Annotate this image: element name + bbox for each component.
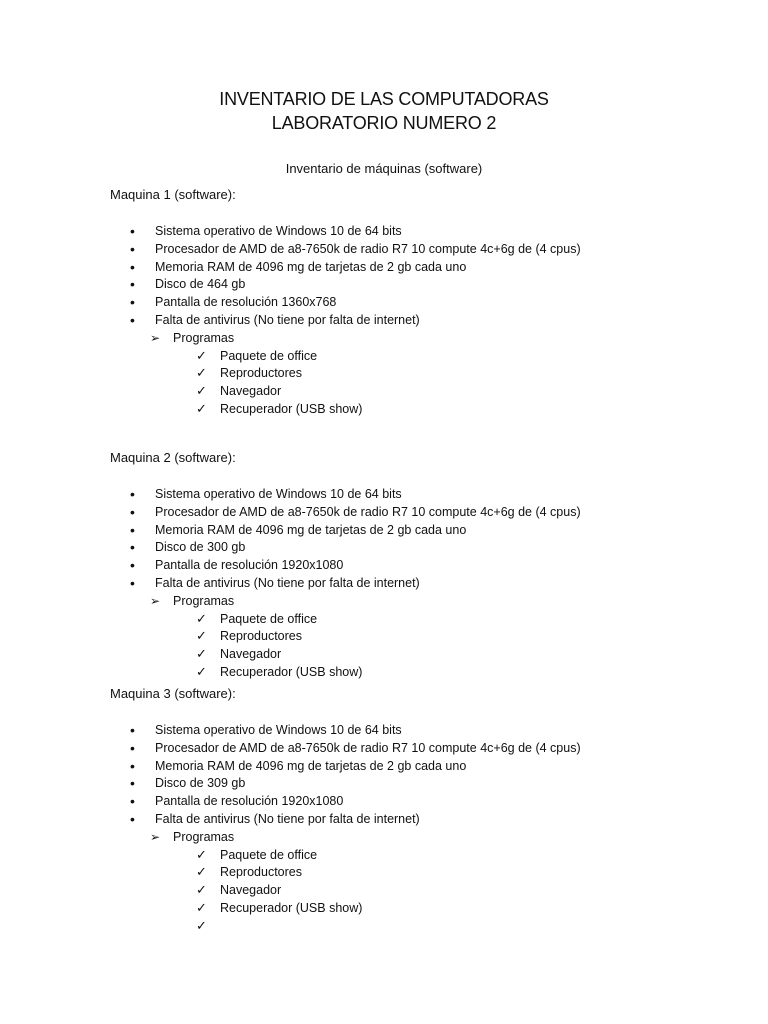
bullet-icon: • bbox=[130, 503, 135, 520]
machine-heading: Maquina 3 (software): bbox=[110, 686, 236, 701]
check-icon: ✓ bbox=[196, 383, 207, 399]
bullet-icon: • bbox=[130, 294, 135, 311]
check-icon: ✓ bbox=[196, 846, 207, 862]
spec-item: Pantalla de resolución 1920x1080 bbox=[155, 794, 344, 809]
bullet-icon: • bbox=[130, 793, 135, 810]
spec-item: Falta de antivirus (No tiene por falta de internet) bbox=[155, 812, 420, 826]
spec-item: Procesador de AMD de a8-7650k de radio R7 10 compute 4c+6g de (4 cpus) bbox=[155, 740, 581, 755]
document-title-line2: LABORATORIO NUMERO 2 bbox=[271, 113, 497, 133]
check-icon: ✓ bbox=[196, 646, 207, 662]
program-item: Navegador bbox=[220, 647, 282, 662]
program-item: Navegador bbox=[220, 883, 282, 898]
bullet-icon: • bbox=[130, 575, 135, 591]
program-item: Recuperador (USB show) bbox=[220, 665, 363, 679]
spec-item: Memoria RAM de 4096 mg de tarjetas de 2 gb cada uno bbox=[155, 259, 467, 274]
programs-label: Programas bbox=[173, 593, 235, 608]
bullet-icon: • bbox=[130, 722, 135, 738]
bullet-icon: • bbox=[130, 539, 135, 556]
programs-label: Programas bbox=[173, 330, 235, 345]
program-item: Reproductores bbox=[220, 865, 302, 880]
spec-item: Sistema operativo de Windows 10 de 64 bits bbox=[155, 224, 402, 238]
bullet-icon: • bbox=[130, 739, 135, 756]
document-title-line1: INVENTARIO DE LAS COMPUTADORAS bbox=[219, 89, 549, 109]
spec-item: Disco de 309 gb bbox=[155, 776, 246, 791]
bullet-icon: • bbox=[130, 521, 135, 538]
check-icon: ✓ bbox=[196, 900, 207, 915]
program-item: Navegador bbox=[220, 384, 282, 399]
bullet-icon: • bbox=[130, 557, 135, 574]
spec-item: Procesador de AMD de a8-7650k de radio R7 10 compute 4c+6g de (4 cpus) bbox=[155, 504, 581, 519]
spec-item: Disco de 464 gb bbox=[155, 277, 246, 292]
check-icon: ✓ bbox=[196, 401, 207, 416]
check-icon: ✓ bbox=[196, 864, 207, 880]
spec-item: Disco de 300 gb bbox=[155, 540, 246, 555]
spec-item: Falta de antivirus (No tiene por falta de internet) bbox=[155, 313, 420, 327]
programs-label: Programas bbox=[173, 829, 235, 844]
program-item: Recuperador (USB show) bbox=[220, 402, 363, 416]
bullet-icon: • bbox=[130, 240, 135, 257]
spec-item: Sistema operativo de Windows 10 de 64 bits bbox=[155, 723, 402, 737]
check-icon: ✓ bbox=[196, 882, 207, 898]
bullet-icon: • bbox=[130, 775, 135, 792]
program-item: Paquete de office bbox=[220, 847, 318, 862]
machine-heading: Maquina 2 (software): bbox=[110, 450, 236, 465]
program-item: Reproductores bbox=[220, 366, 302, 381]
bullet-icon: • bbox=[130, 276, 135, 293]
check-icon: ✓ bbox=[196, 628, 207, 644]
program-item: Paquete de office bbox=[220, 348, 318, 363]
bullet-icon: • bbox=[130, 486, 135, 502]
check-icon: ✓ bbox=[196, 365, 207, 381]
check-icon: ✓ bbox=[196, 347, 207, 363]
spec-item: Sistema operativo de Windows 10 de 64 bits bbox=[155, 487, 402, 501]
bullet-icon: • bbox=[130, 811, 135, 827]
spec-item: Procesador de AMD de a8-7650k de radio R7 10 compute 4c+6g de (4 cpus) bbox=[155, 241, 581, 256]
spec-item: Pantalla de resolución 1360x768 bbox=[155, 295, 337, 310]
bullet-icon: • bbox=[130, 223, 135, 239]
bullet-icon: • bbox=[130, 312, 135, 328]
spec-item: Memoria RAM de 4096 mg de tarjetas de 2 gb cada uno bbox=[155, 758, 467, 773]
check-icon: ✓ bbox=[196, 917, 207, 933]
program-item: Reproductores bbox=[220, 629, 302, 644]
spec-item: Memoria RAM de 4096 mg de tarjetas de 2 gb cada uno bbox=[155, 522, 467, 537]
check-icon: ✓ bbox=[196, 610, 207, 626]
check-icon: ✓ bbox=[196, 664, 207, 679]
program-item: Paquete de office bbox=[220, 611, 318, 626]
spec-item: Pantalla de resolución 1920x1080 bbox=[155, 558, 344, 573]
arrow-icon: ➢ bbox=[150, 593, 161, 608]
document-subtitle: Inventario de máquinas (software) bbox=[285, 161, 483, 176]
bullet-icon: • bbox=[130, 757, 135, 774]
machine-heading: Maquina 1 (software): bbox=[110, 187, 236, 202]
bullet-icon: • bbox=[130, 258, 135, 275]
arrow-icon: ➢ bbox=[150, 330, 161, 345]
program-item: Recuperador (USB show) bbox=[220, 901, 363, 915]
spec-item: Falta de antivirus (No tiene por falta de internet) bbox=[155, 576, 420, 590]
arrow-icon: ➢ bbox=[150, 829, 161, 844]
